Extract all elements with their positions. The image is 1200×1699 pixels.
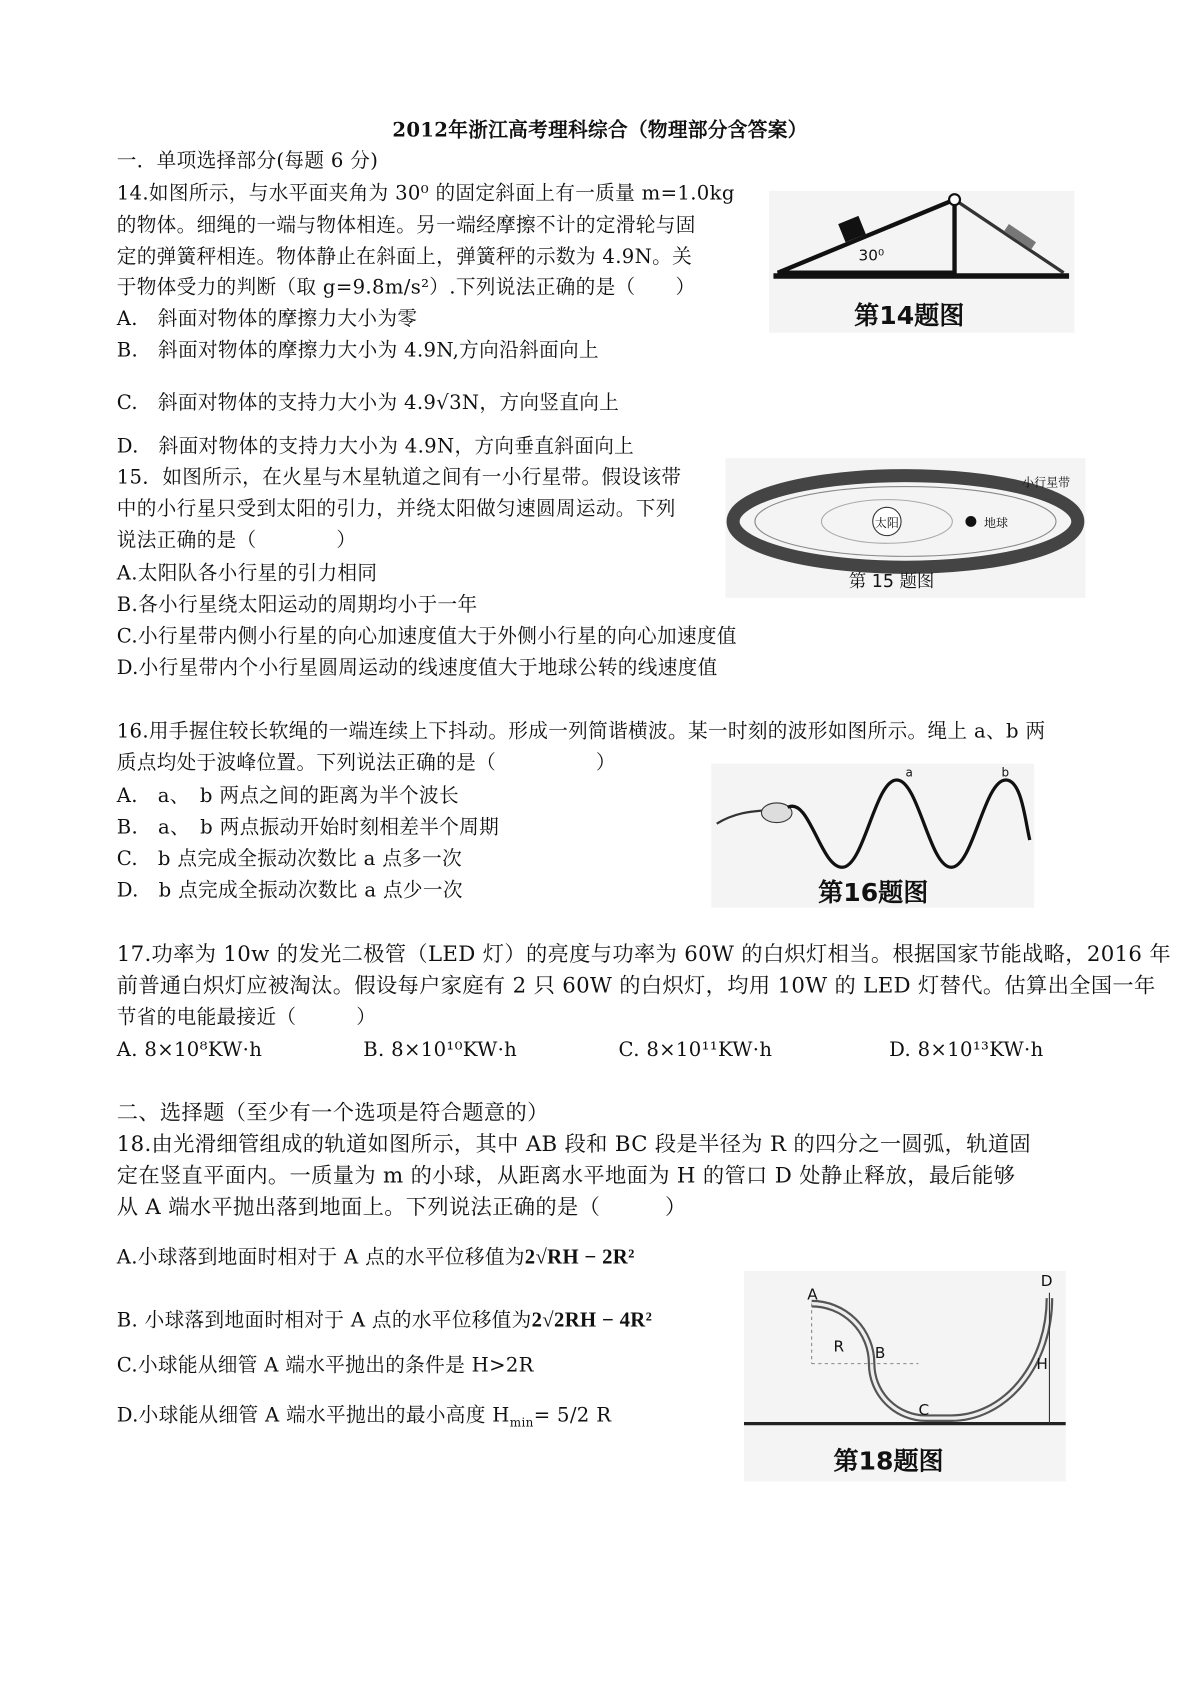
section-heading: 二、选择题（至少有一个选项是符合题意的）: [116, 1099, 549, 1125]
belt-label: 小行星带: [1022, 475, 1071, 490]
option: B. a、 b 两点振动开始时刻相差半个周期: [116, 815, 500, 839]
option-text: D.小球能从细管 A 端水平抛出的最小高度 H: [116, 1403, 510, 1427]
figure-caption: 第18题图: [833, 1447, 944, 1476]
point-b-label: b: [1001, 765, 1010, 780]
figure-incline: [769, 191, 1074, 333]
question-text: 从 A 端水平抛出落到地面上。下列说法正确的是（ ）: [116, 1194, 687, 1220]
question-text: 的物体。细绳的一端与物体相连。另一端经摩擦不计的定滑轮与固: [116, 213, 696, 237]
page-title: 2012年浙江高考理科综合（物理部分含答案）: [392, 118, 808, 142]
option: B.各小行星绕太阳运动的周期均小于一年: [116, 593, 478, 617]
option: B. 斜面对物体的摩擦力大小为 4.9N,方向沿斜面向上: [116, 339, 599, 363]
question-text: 定的弹簧秤相连。物体静止在斜面上，弹簧秤的示数为 4.9N。关: [116, 245, 693, 269]
option: A. 斜面对物体的摩擦力大小为零: [116, 307, 418, 331]
option: D.小行星带内个小行星圆周运动的线速度值大于地球公转的线速度值: [116, 656, 718, 680]
figure-asteroid-belt: [725, 458, 1085, 598]
option: D. b 点完成全振动次数比 a 点少一次: [116, 879, 463, 903]
figure-caption: 第 15 题图: [848, 570, 935, 592]
question-text: 于物体受力的判断（取 g=9.8m/s²）.下列说法正确的是（ ）: [116, 275, 696, 299]
option: A. 8×10⁸KW·h: [116, 1038, 263, 1062]
question-text: 质点均处于波峰位置。下列说法正确的是（ ）: [116, 751, 616, 775]
question-text: 15．如图所示，在火星与木星轨道之间有一小行星带。假设该带: [116, 465, 682, 489]
option-text: A.小球落到地面时相对于 A 点的水平位移值为: [116, 1245, 525, 1269]
angle-label: 30⁰: [858, 247, 885, 266]
option: C.小球能从细管 A 端水平抛出的条件是 H>2R: [116, 1353, 534, 1377]
option: C. b 点完成全振动次数比 a 点多一次: [116, 847, 463, 871]
option: A. a、 b 两点之间的距离为半个波长: [116, 784, 459, 808]
point-b-label: B: [874, 1345, 886, 1363]
option: C. 8×10¹¹KW·h: [618, 1038, 773, 1062]
radius-label: R: [833, 1338, 845, 1356]
sun-label: 太阳: [874, 515, 899, 531]
point-d-label: D: [1040, 1273, 1053, 1291]
option: B. 8×10¹⁰KW·h: [363, 1038, 518, 1062]
point-c-label: C: [918, 1401, 930, 1420]
question-text: 定在竖直平面内。一质量为 m 的小球，从距离水平地面为 H 的管口 D 处静止释放，最后能够: [116, 1162, 1016, 1188]
figure-track: [744, 1271, 1066, 1482]
subscript: min: [509, 1415, 534, 1430]
option-text: B. 小球落到地面时相对于 A 点的水平位移值为: [116, 1309, 532, 1332]
point-a-label: a: [905, 765, 913, 780]
height-label: H: [1036, 1355, 1048, 1374]
question-text: 14.如图所示，与水平面夹角为 30⁰ 的固定斜面上有一质量 m=1.0kg: [116, 182, 735, 206]
option: [117, 1245, 635, 1271]
option: A.太阳队各小行星的引力相同: [116, 561, 378, 585]
question-text: 17.功率为 10w 的发光二极管（LED 灯）的亮度与功率为 60W 的白炽灯相当。根据国家节能战略，2016 年: [116, 941, 1171, 967]
math-expression: 2√RH − 2R²: [524, 1245, 635, 1269]
option: D. 8×10¹³KW·h: [889, 1038, 1044, 1062]
question-text: 前普通白炽灯应被淘汰。假设每户家庭有 2 只 60W 的白炽灯，均用 10W 的 LED 灯替代。估算出全国一年: [116, 973, 1156, 999]
option: [117, 1308, 652, 1334]
question-text: 16.用手握住较长软绳的一端连续上下抖动。形成一列简谐横波。某一时刻的波形如图所示。绳上 a、b 两: [116, 719, 1046, 743]
earth-label: 地球: [983, 515, 1008, 531]
figure-wave: [711, 764, 1034, 908]
option: D. 斜面对物体的支持力大小为 4.9N，方向垂直斜面向上: [116, 435, 635, 459]
option: C.小行星带内侧小行星的向心加速度值大于外侧小行星的向心加速度值: [116, 625, 737, 648]
figure-caption: 第14题图: [854, 302, 965, 331]
option: [117, 1403, 612, 1436]
question-text: 18.由光滑细管组成的轨道如图所示，其中 AB 段和 BC 段是半径为 R 的四分之一圆弧，轨道固: [116, 1131, 1032, 1157]
option: C. 斜面对物体的支持力大小为 4.9√3N，方向竖直向上: [116, 391, 620, 415]
section-heading: 一．单项选择部分(每题 6 分): [116, 149, 379, 173]
point-a-label: A: [807, 1286, 818, 1304]
math-expression: = 5/2 R: [533, 1403, 612, 1427]
question-text: 节省的电能最接近（ ）: [116, 1005, 377, 1029]
question-text: 说法正确的是（ ）: [116, 529, 357, 552]
math-expression: 2√2RH − 4R²: [531, 1309, 653, 1332]
question-text: 中的小行星只受到太阳的引力，并绕太阳做匀速圆周运动。下列: [116, 497, 676, 521]
figure-caption: 第16题图: [818, 879, 929, 908]
